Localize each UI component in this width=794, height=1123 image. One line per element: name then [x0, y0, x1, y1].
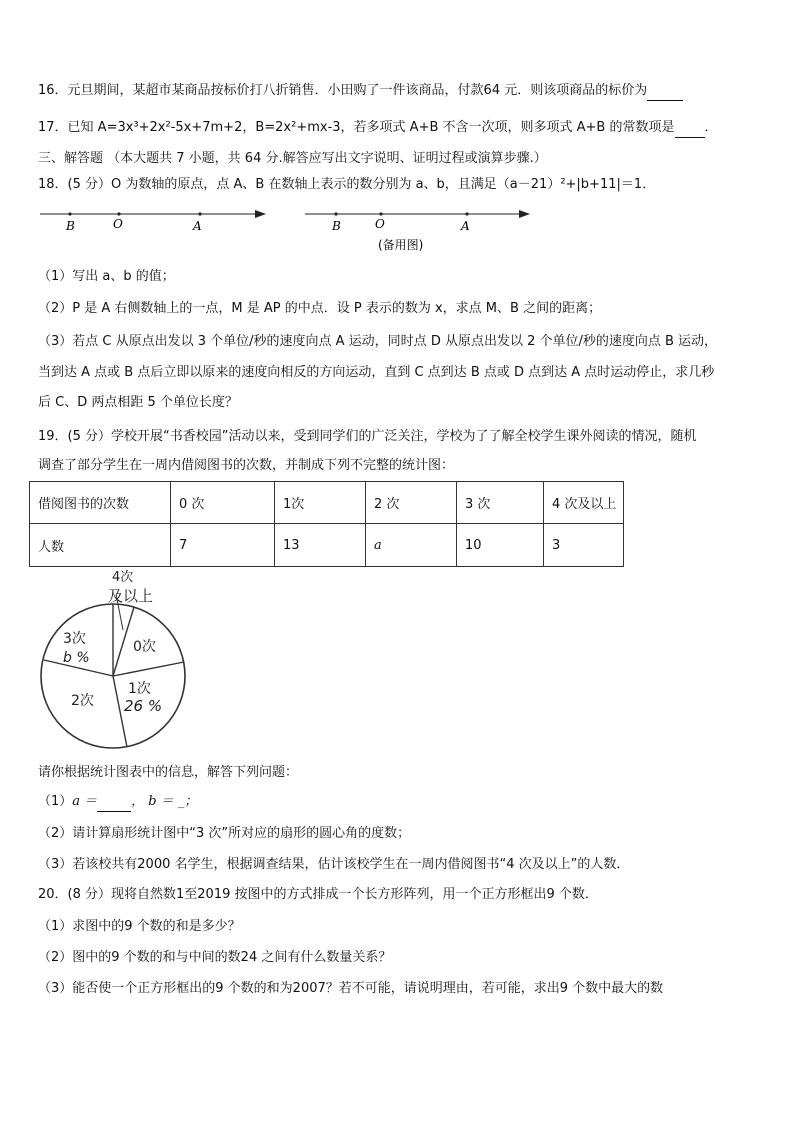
q19-table-cell: 3 [544, 524, 624, 567]
q18-stem: 18．(5 分）O 为数轴的原点，点 A、B 在数轴上表示的数分别为 a、b，且满足（a－21）²+|b+11|＝1． [38, 177, 656, 192]
number-line-1-point-a [198, 212, 201, 215]
pie-label-0: 0次 [133, 639, 156, 655]
number-line-1-point-o [117, 212, 120, 215]
q20-part1: （1）求图中的9 个数的和是多少？ [38, 919, 241, 934]
q19-table-header-cell: 2 次 [366, 482, 457, 524]
q19-part1-prefix: （1） [38, 794, 73, 809]
q19-part1-b: ， b ＝ _； [131, 794, 198, 809]
q19-table [29, 481, 624, 567]
number-line-2-point-b [334, 212, 337, 215]
q18-part1: （1）写出 a、b 的值； [38, 269, 175, 284]
q18-part2: （2）P 是 A 右侧数轴上的一点，M 是 AP 的中点．设 P 表示的数为 x，求点 M、B 之间的距离； [38, 301, 602, 316]
q19-table-header-cell: 4 次及以上 [544, 482, 624, 524]
q19-stem-line2: 调查了部分学生在一周内借阅图书的次数，并制成下列不完整的统计图： [38, 458, 455, 473]
number-line-2-label-o: O [375, 217, 385, 231]
q19-part2: （2）请计算扇形统计图中“3 次”所对应的扇形的圆心角的度数； [38, 826, 411, 841]
q16-line [38, 82, 683, 101]
pie-divider [113, 662, 184, 676]
q19-table-cell: 7 [171, 524, 275, 567]
q16-text: 16．元旦期间，某超市某商品按标价打八折销售．小田购了一件该商品，付款64 元．则该项商品的标价为 [38, 83, 648, 98]
q20-part2: （2）图中的9 个数的和与中间的数24 之间有什么数量关系？ [38, 950, 392, 965]
pie-label-3: 3次 [63, 631, 86, 647]
number-line-1-label-a: A [193, 219, 202, 233]
q18-number-lines [38, 203, 538, 253]
q20-stem: 20．(8 分）现将自然数1至2019 按图中的方式排成一个长方形阵列，用一个正方形框出9 个数． [38, 887, 598, 902]
q19-part1-a: a ＝ [72, 794, 98, 809]
q18-part3-line1: （3）若点 C 从原点出发以 3 个单位/秒的速度向点 A 运动，同时点 D 从原点出发以 2 个单位/秒的速度向点 B 运动， [38, 334, 718, 349]
q16-answer-blank [647, 82, 683, 101]
pie-label-1: 1次 [128, 681, 151, 697]
q19-part3: （3）若该校共有2000 名学生，根据调查结果，估计该校学生在一周内借阅图书“4 次及以上”的人数． [38, 857, 630, 872]
pie-label-4plus: 4次 [112, 570, 134, 585]
q19-table-header-cell: 3 次 [457, 482, 544, 524]
q17-answer-blank [675, 119, 705, 138]
q19-table-cell: 人数 [30, 524, 171, 567]
pie-label-4plus-line2: 及以上 [108, 587, 154, 605]
number-line-caption: (备用图) [378, 238, 424, 252]
q19-part1-a-blank [97, 793, 131, 812]
q18-part3-line3: 后 C、D 两点相距 5 个单位长度？ [38, 395, 238, 410]
q19-stem-line1: 19．(5 分）学校开展“书香校园”活动以来，受到同学们的广泛关注，学校为了了解全校学生课外阅读的情况，随机 [38, 429, 697, 444]
q19-table-header-row [30, 482, 624, 524]
q19-table-header-cell: 借阅图书的次数 [30, 482, 171, 524]
number-line-2-arrow [519, 210, 530, 218]
q19-table-header-cell: 1次 [275, 482, 366, 524]
number-line-1-label-b: B [66, 219, 75, 233]
pie-label-3-percent: b % [63, 650, 90, 666]
section3-title: 三、解答题 （本大题共 7 小题，共 64 分.解答应写出文字说明、证明过程或演算步骤.） [38, 151, 547, 166]
number-line-1-point-b [68, 212, 71, 215]
q19-table-row [30, 524, 624, 567]
pie-label-2: 2次 [71, 693, 94, 709]
q19-table-cell: 13 [275, 524, 366, 567]
q19-part1 [38, 793, 197, 812]
number-line-2-point-a [465, 212, 468, 215]
q20-part3: （3）能否使一个正方形框出的9 个数的和为2007？若不可能，请说明理由，若可能，求出9 个数中最大的数 [38, 981, 664, 996]
number-line-2-label-a: A [461, 219, 470, 233]
q17-end: ． [704, 120, 718, 135]
q17-text: 17．已知 A=3x³+2x²-5x+7m+2，B=2x²+mx-3，若多项式 A+B 不含一次项，则多项式 A+B 的常数项是 [38, 120, 675, 135]
q19-instruction: 请你根据统计图表中的信息，解答下列问题： [38, 765, 299, 780]
pie-divider [113, 607, 134, 676]
number-line-2-label-b: B [332, 219, 341, 233]
q18-part3-line2: 当到达 A 点或 B 点后立即以原来的速度向相反的方向运动，直到 C 点到达 B 点或 D 点到达 A 点时运动停止，求几秒 [38, 365, 715, 380]
q17-line [38, 119, 718, 138]
number-line-1-label-o: O [113, 217, 123, 231]
pie-label-1-percent: 26 % [124, 697, 163, 715]
q19-pie-chart [36, 566, 196, 752]
q19-table-header-cell: 0 次 [171, 482, 275, 524]
q19-table-cell: 10 [457, 524, 544, 567]
number-line-2-point-o [379, 212, 382, 215]
q19-table-cell: a [366, 524, 457, 567]
number-line-1-arrow [255, 210, 266, 218]
